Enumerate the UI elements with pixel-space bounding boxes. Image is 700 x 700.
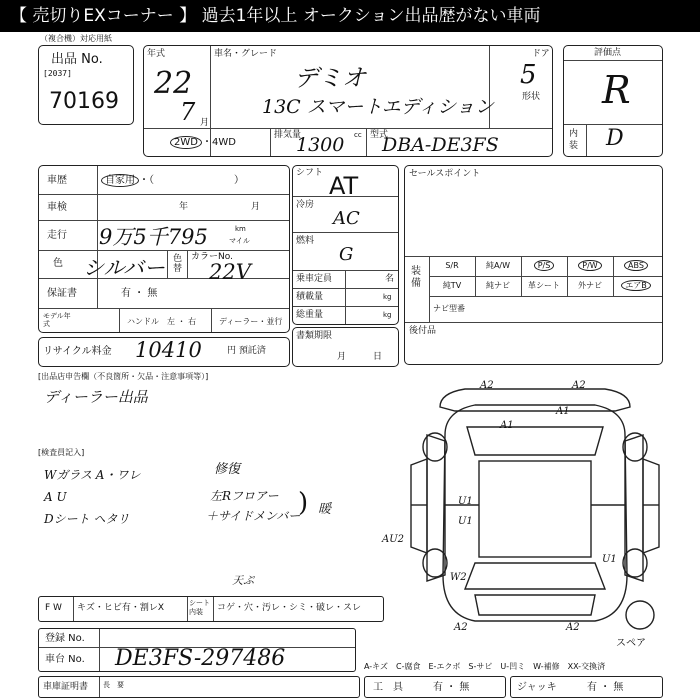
- garage-cert-row: [38, 676, 360, 698]
- exhibitor-note: ディーラー出品: [44, 388, 148, 406]
- history-rest: ・（ ）: [139, 175, 244, 186]
- km-label: km: [235, 225, 246, 233]
- mileage-label: 走行: [47, 230, 67, 241]
- damage-mark-11: A2: [566, 622, 580, 633]
- equip-navi: 純ナビ: [486, 281, 510, 290]
- shift-value: AT: [329, 172, 359, 200]
- mile-label: マイル: [229, 237, 250, 245]
- damage-mark-4: A1: [500, 420, 514, 431]
- month-value: 7: [180, 98, 196, 126]
- car-name: デミオ: [294, 64, 366, 92]
- lot-number: 70169: [49, 89, 119, 114]
- damage-mark-9: U1: [602, 554, 617, 565]
- lot-label: 出品 No.: [51, 52, 103, 67]
- model-year-label: モデル年式: [43, 312, 71, 328]
- inspection-label: 車検: [47, 202, 67, 213]
- month-unit: 月: [200, 118, 210, 128]
- color-change-label: 色替: [173, 254, 183, 274]
- inspector-note-1: Wガラス A・ワレ: [44, 468, 141, 482]
- color-no-value: 22V: [209, 260, 251, 284]
- jack-row: [510, 676, 663, 698]
- drive-4wd: ・4WD: [201, 137, 236, 148]
- year-value: 22: [154, 66, 193, 101]
- inspector-note-6: ＋サイドメンバー: [206, 509, 301, 523]
- period-box: [292, 327, 399, 367]
- inspector-note-7: 暖: [318, 502, 332, 517]
- lot-code: [2037]: [43, 69, 72, 78]
- tools-row: [364, 676, 506, 698]
- color-no-label: カラーNo.: [191, 252, 233, 262]
- inspector-note-2: A U: [44, 490, 67, 504]
- period-unit: 月 日: [337, 352, 383, 362]
- color-value: シルバー: [83, 256, 166, 280]
- equip-sr: S/R: [445, 261, 459, 270]
- load-unit: kg: [383, 293, 392, 301]
- car-diagram: [405, 375, 665, 635]
- damage-mark-8: U1: [458, 516, 473, 527]
- banner-title: 【 売切りEXコーナー 】 過去1年以上 オークション出品歴がない車両: [0, 0, 700, 32]
- weight-label: 総重量: [296, 310, 324, 320]
- drive-2wd: 2WD: [170, 136, 202, 149]
- shift-label: シフト: [296, 168, 324, 178]
- damage-mark-2: A2: [572, 380, 586, 391]
- damage-mark-1: A2: [480, 380, 494, 391]
- top-note: （複合機）対応用紙: [40, 34, 112, 43]
- garage-cert-sub: 長 要: [103, 681, 124, 689]
- door-label: ドア: [532, 49, 550, 59]
- shape-label: 形状: [522, 92, 541, 102]
- bracket-icon: ): [298, 488, 309, 518]
- cc-label: cc: [354, 131, 362, 139]
- inspector-note-4: 修復: [214, 462, 241, 477]
- jack-options: 有 ・ 無: [587, 682, 624, 693]
- inspection-year: 年: [179, 202, 189, 212]
- history-label: 車歴: [47, 175, 67, 186]
- chassis-label: 車台 No.: [45, 654, 85, 665]
- inspection-month: 月: [251, 202, 261, 212]
- damage-mark-3: A1: [556, 406, 570, 417]
- ac-label: 冷房: [296, 200, 315, 210]
- damage-mark-6: W2: [450, 572, 467, 583]
- sales-box: [404, 165, 663, 365]
- tools-label: 工 具: [373, 682, 403, 693]
- recycle-box: [38, 337, 290, 367]
- handle-options: ハンドル 左 ・ 右: [127, 317, 197, 326]
- inspector-label: [検査員記入]: [38, 448, 85, 457]
- car-grade: 13C スマートエディション: [262, 96, 494, 118]
- registration-label: 登録 No.: [45, 633, 85, 644]
- fw-note: 天ぷ: [232, 574, 254, 587]
- displacement-value: 1300: [296, 134, 345, 156]
- recycle-label: リサイクル料金: [43, 346, 112, 357]
- warranty-options: 有 ・ 無: [121, 288, 158, 299]
- score-label: 評価点: [594, 48, 622, 58]
- equip-ext-navi: 外ナビ: [578, 281, 602, 290]
- inspector-note-3: Dシート ヘタリ: [44, 512, 130, 526]
- mileage-value: 9万5千795: [99, 225, 208, 249]
- score-value: R: [602, 68, 631, 112]
- equip-airbag: エアB: [613, 281, 659, 291]
- period-label: 書類期限: [296, 331, 333, 341]
- drive-options: [170, 137, 236, 148]
- equip-alloy: 純A/W: [485, 261, 511, 270]
- door-value: 5: [520, 60, 537, 90]
- garage-cert-label: 車庫証明書: [43, 682, 89, 692]
- equip-leather: 革シート: [528, 281, 560, 290]
- aftermarket-label: 後付品: [409, 326, 437, 336]
- interior-label: 内装: [569, 129, 579, 151]
- registration-box: [38, 628, 356, 672]
- sales-point-label: セールスポイント: [409, 169, 481, 179]
- recycle-value: 10410: [135, 338, 202, 362]
- capacity-unit: 名: [385, 274, 395, 284]
- inspector-note-5: 左Rフロアー: [210, 489, 279, 503]
- legend: A-キズ C-腐食 E-エクボ S-サビ U-凹ミ W-補修 XX-交換済: [364, 662, 606, 671]
- displacement-label: 排気量: [274, 130, 302, 140]
- damage-mark-7: U1: [458, 496, 473, 507]
- equip-ps: P/S: [521, 261, 567, 271]
- warranty-label: 保証書: [47, 288, 77, 299]
- name-label: 車名・グレード: [214, 49, 278, 59]
- score-box: [563, 45, 663, 157]
- weight-unit: kg: [383, 311, 392, 319]
- jack-label: ジャッキ: [517, 682, 557, 693]
- lot-box: [38, 45, 134, 125]
- ac-value: AC: [333, 208, 360, 229]
- model-value: DBA-DE3FS: [382, 134, 499, 156]
- chassis-value: DE3FS-297486: [115, 646, 286, 671]
- equip-abs: ABS: [613, 261, 659, 271]
- history-value: 自家用: [101, 174, 139, 187]
- damage-mark-10: A2: [454, 622, 468, 633]
- navi-model-label: ナビ型番: [433, 304, 465, 313]
- equip-tv: 純TV: [442, 281, 462, 290]
- damage-mark-5: AU2: [382, 534, 405, 545]
- fuel-value: G: [339, 244, 354, 265]
- model-label: 型式: [370, 130, 389, 140]
- history-value-row: [101, 175, 244, 186]
- seat-items: コゲ・穴・汚レ・シミ・破レ・スレ: [217, 603, 362, 613]
- tools-options: 有 ・ 無: [433, 682, 470, 693]
- exhibitor-label: [出品店申告欄（不良箇所・欠品・注意事項等）]: [38, 372, 209, 381]
- fuel-label: 燃料: [296, 236, 315, 246]
- equip-pw: P/W: [567, 261, 613, 271]
- fw-label: F W: [45, 603, 62, 613]
- specs-box: [292, 165, 399, 325]
- spare-label: スペア: [616, 638, 646, 649]
- equipment-label: 装備: [411, 266, 421, 289]
- interior-value: D: [606, 126, 624, 151]
- vehicle-box: [143, 45, 553, 157]
- load-label: 積載量: [296, 292, 324, 302]
- dealer-options: ディーラー・並行: [219, 317, 283, 326]
- fw-row: [38, 596, 384, 622]
- seat-label: シート内装: [189, 599, 210, 616]
- capacity-label: 乗車定員: [296, 274, 333, 284]
- history-box: [38, 165, 290, 333]
- recycle-unit: 円 預託済: [227, 346, 266, 356]
- fw-items: キズ・ヒビ有・割レX: [77, 603, 164, 613]
- nensiki-label: 年式: [147, 49, 166, 59]
- color-label: 色: [53, 258, 63, 269]
